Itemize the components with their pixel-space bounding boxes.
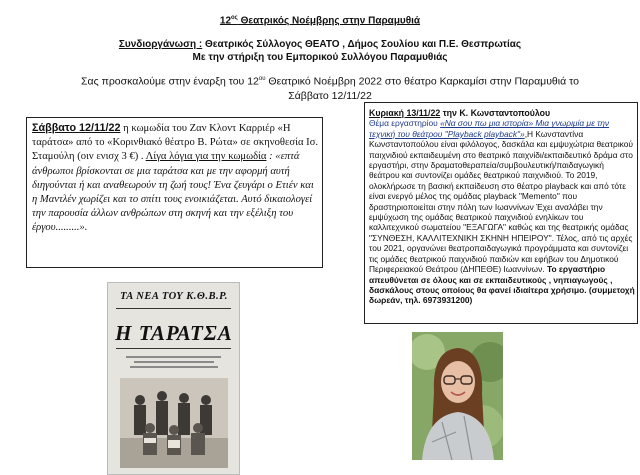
workshop-info-text — [369, 108, 635, 306]
workshop-body: Θέμα εργαστηρίου «Να σου πω μια ιστορία» Μια γνωριμία με την τεχνική του θεάτρου "Playback playback"»,Η Κωνσταντίνα Κωνσταντοπούλου είναι φιλόλογος, δασκάλα και εμψυχώτρια θεατρικού παιχνιδιού εκπαιδευμένη στο θεατρικό παιχνίδι/εκπαιδευτικό δράμα στο εργαστήρι, στην δραματοθεραπεία/συμβουλευτική/παιδαγωγική θεάτρου και συντονίζει ομάδες θεατρικού παιχνιδιού. Το 2019, ολοκλήρωσε τη βασική εκπαίδευση στο θέατρο playback και από τότε είναι ενεργό μέλος της ομάδας playback "Memento" που δραστηριοποιείται στην πόλη των Ιωαννίνων Έχει αναλάβει την εμψύχωση της ομάδας θεατρικού παιχνιδιού ενηλίκων του καλλιτεχνικού σωματείου "ΕΞΑΓΩΓΑ" καθώς και της θεατρικής ομάδας "ΣΥΝΘΕΣΗ, ΚΑΛΛΙΤΕΧΝΙΚΗ ΣΚΗΝΗ ΗΠΕΙΡΟΥ". Τέλος, από τις αρχές του 2021, οργανώνει θεατροπαιδαγωγικά προγράμματα και συντονίζει τις ομάδες θεατρικού παιχνιδιού παιδιών και εφήβων του Δημοτικού Περιφερειακού Θεάτρου (ΔΗΠΕΘΕ) Ιωαννίνων. Το εργαστήριο απευθύνεται σε όλους και σε εκπαιδευτικούς , νηπιαγωγούς , δασκάλους στους οποίους θα φανεί ιδιαίτερα χρήσιμο. (συμμετοχή δωρεάν, τηλ. 6973931200) — [369, 118, 635, 306]
cast-photo — [120, 378, 228, 468]
workshop-title: «Να σου πω μια ιστορία» Μια γνωριμία με την τεχνική του θεάτρου "Playback playback"» — [369, 118, 610, 139]
poster-divider — [116, 348, 231, 349]
poster-credits-line — [130, 366, 218, 368]
instructor-portrait — [412, 332, 503, 460]
portrait-illustration — [412, 332, 503, 460]
comedy-date: Σάββατο 12/11/22 — [32, 122, 121, 134]
play-poster-image — [107, 282, 240, 475]
poster-divider — [116, 308, 231, 309]
few-words-label: Λίγα λόγια για την κωμωδία — [145, 151, 267, 163]
invitation-text: Σας προσκαλούμε στην έναρξη του $12^{o\upsilon}$ Θεατρικό Νοέμβρη 2022 στο θέατρο Καρκαμίσι στην Παραμυθιά το Σάββατο 12/11/22 — [81, 75, 579, 102]
poster-title: Η ΤΑΡΑΤΣΑ — [115, 321, 233, 345]
poster-credits-line — [126, 356, 221, 358]
workshop-heading: Κυριακή 13/11/22 την Κ. Κωνσταντοπούλου — [369, 108, 551, 118]
festival-title: $12^{o\varsigma}$ Θεατρικός Νοέμβρης στην Παραμυθιά — [219, 15, 421, 27]
cast-photo-illustration — [120, 378, 228, 468]
comedy-info-text: Σάββατο 12/11/22 η κωμωδία του Ζαν Κλοντ Καρριέρ «Η ταράτσα» από το «Κορινθιακό θέατρο Β. Ρώτα» σε σκηνοθεσία Ισ. Σταμούλη (οιν ενισχ 3 €) . Λίγα λόγια για την κωμωδία : «επτά άνθρωποι βρίσκονται σε μια ταράτσα και με την αφορμή αυτή διηγούνται ή και αναθεωρούν τη ζωή τους! Ένα ζευγάρι ο Ετιέν και η Μαντλέν χωρίζει και το σπίτι τους ενοικιάζεται. Αυτό δικαιολογεί την παρουσία άλλων ανθρώπων στη σκηνή και την εξέλιξη του έργου.........». — [32, 122, 319, 234]
workshop-closing: Το εργαστήριο απευθύνεται σε όλους και σε εκπαιδευτικούς , νηπιαγωγούς , δασκάλους στους οποίους θα φανεί ιδιαίτερα χρήσιμο. (συμμετοχή δωρεάν, τηλ. 6973931200) — [369, 264, 635, 306]
comedy-quote: : «επτά άνθρωποι βρίσκονται σε μια ταράτσα και με την αφορμή αυτή διηγούνται ή και αναθεωρούν τη ζωή τους! Ένα ζευγάρι ο Ετιέν και η Μαντλέν χωρίζει και το σπίτι τους ενοικιάζεται. Αυτό δικαιολογεί την παρουσία άλλων ανθρώπων στη σκηνή και την εξέλιξη του έργου.........». — [32, 151, 314, 234]
co-organizers: Συνδιοργάνωση : Θεατρικός Σύλλογος ΘΕΑΤΟ , Δήμος Σουλίου και Π.Ε. Θεσπρωτίας — [118, 39, 522, 50]
poster-header-text: ΤΑ ΝΕΑ ΤΟΥ Κ.Θ.Β.Ρ. — [120, 291, 228, 302]
support-line: Με την στήριξη του Εμπορικού Συλλόγου Παραμυθιάς — [192, 52, 448, 63]
poster-credits-line — [134, 361, 214, 363]
instructor-bio: ,Η Κωνσταντίνα Κωνσταντοπούλου είναι φιλόλογος, δασκάλα και εμψυχώτρια θεατρικού παιχνιδιού εκπαιδευμένη στο θεατρικό παιχνίδι/εκπαιδευτικό δράμα στο εργαστήρι, στην δραματοθεραπεία/συμβουλευτική/παιδαγωγική θεάτρου και συντονίζει ομάδες θεατρικού παιχνιδιού. Το 2019, ολοκλήρωσε τη βασική εκπαίδευση στο θέατρο playback και από τότε είναι ενεργό μέλος της ομάδας playback "Memento" που δραστηριοποιείται στην πόλη των Ιωαννίνων Έχει αναλάβει την εμψύχωση της ομάδας θεατρικού παιχνιδιού ενηλίκων του καλλιτεχνικού σωματείου "ΕΞΑΓΩΓΑ" καθώς και της θεατρικής ομάδας "ΣΥΝΘΕΣΗ, ΚΑΛΛΙΤΕΧΝΙΚΗ ΣΚΗΝΗ ΗΠΕΙΡΟΥ". Τέλος, από τις αρχές του 2021, οργανώνει θεατροπαιδαγωγικά προγράμματα και συντονίζει τις ομάδες θεατρικού παιχνιδιού παιδιών και εφήβων του Δημοτικού Περιφερειακού Θεάτρου (ΔΗΠΕΘΕ) Ιωαννίνων. — [369, 128, 633, 275]
